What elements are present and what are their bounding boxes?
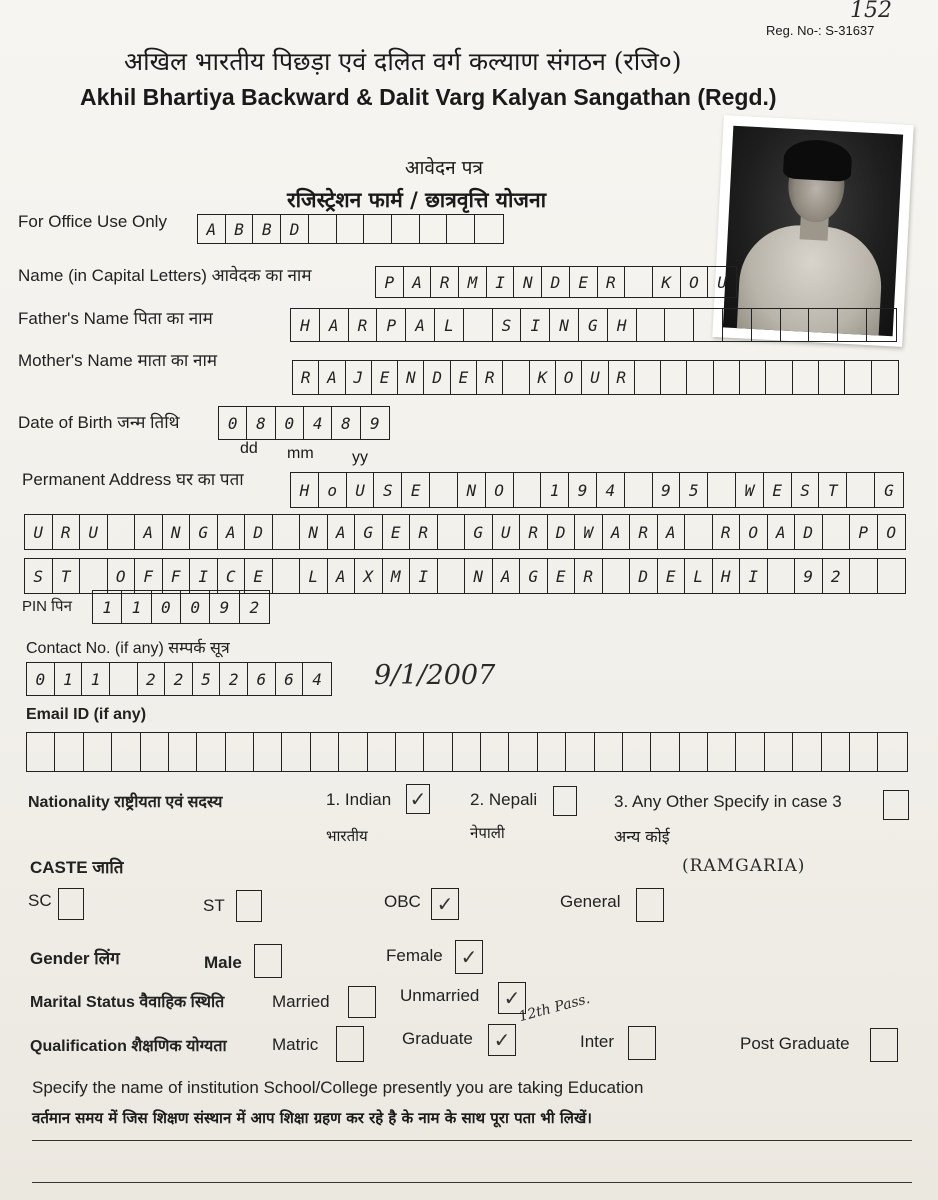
grid-cell[interactable]: G bbox=[465, 515, 493, 549]
grid-cell[interactable]: P bbox=[377, 309, 406, 341]
grid-cell[interactable] bbox=[793, 733, 821, 771]
caste-general-checkbox[interactable] bbox=[636, 888, 664, 922]
nationality-indian-checkbox[interactable]: ✓ bbox=[406, 784, 430, 814]
grid-cell[interactable]: 9 bbox=[569, 473, 597, 507]
grid-cell[interactable]: 1 bbox=[122, 591, 151, 623]
qualification-graduate-checkbox[interactable]: ✓ bbox=[488, 1024, 516, 1056]
grid-cell[interactable] bbox=[364, 215, 392, 243]
grid-cell[interactable] bbox=[867, 309, 896, 341]
caste-general-label: General bbox=[560, 892, 621, 911]
marital-unmarried-label: Unmarried bbox=[400, 986, 480, 1005]
nationality-indian-hindi: भारतीय bbox=[326, 827, 368, 845]
grid-cell[interactable]: K bbox=[653, 267, 681, 297]
caste-st-checkbox[interactable] bbox=[236, 890, 262, 922]
qualification-graduate-label: Graduate bbox=[402, 1029, 473, 1048]
grid-cell[interactable] bbox=[112, 733, 140, 771]
grid-cell[interactable]: 0 bbox=[276, 407, 304, 439]
grid-cell[interactable]: A bbox=[404, 267, 432, 297]
grid-cell[interactable]: R bbox=[53, 515, 81, 549]
name-label: Name (in Capital Letters) आवेदक का नाम bbox=[18, 266, 312, 285]
father-name-grid[interactable] bbox=[290, 308, 897, 342]
grid-cell[interactable]: R bbox=[520, 515, 548, 549]
grid-cell[interactable]: S bbox=[493, 309, 522, 341]
mother-name-grid[interactable] bbox=[292, 360, 899, 395]
grid-cell[interactable]: A bbox=[198, 215, 226, 243]
grid-cell[interactable]: 8 bbox=[247, 407, 275, 439]
grid-cell[interactable]: N bbox=[550, 309, 579, 341]
grid-cell[interactable]: N bbox=[514, 267, 542, 297]
grid-cell[interactable]: A bbox=[328, 559, 356, 593]
grid-cell[interactable] bbox=[420, 215, 448, 243]
grid-cell[interactable]: J bbox=[346, 361, 372, 394]
grid-cell[interactable] bbox=[84, 733, 112, 771]
grid-cell[interactable] bbox=[623, 733, 651, 771]
grid-cell[interactable]: D bbox=[630, 559, 658, 593]
grid-cell[interactable]: L bbox=[300, 559, 328, 593]
grid-cell[interactable] bbox=[282, 733, 310, 771]
marital-label: Marital Status वैवाहिक स्थिति bbox=[30, 994, 225, 1011]
grid-cell[interactable]: A bbox=[493, 559, 521, 593]
nationality-nepali-checkbox[interactable] bbox=[553, 786, 577, 816]
grid-cell[interactable]: A bbox=[603, 515, 631, 549]
grid-cell[interactable] bbox=[625, 267, 653, 297]
grid-cell[interactable]: S bbox=[374, 473, 402, 507]
grid-cell[interactable]: 4 bbox=[304, 407, 332, 439]
grid-cell[interactable] bbox=[694, 309, 723, 341]
grid-cell[interactable]: E bbox=[402, 473, 430, 507]
grid-cell[interactable]: D bbox=[795, 515, 823, 549]
qualification-inter-checkbox[interactable] bbox=[628, 1026, 656, 1060]
nationality-indian-label: 1. Indian bbox=[326, 790, 392, 809]
grid-cell[interactable]: R bbox=[293, 361, 319, 394]
grid-cell[interactable]: O bbox=[556, 361, 582, 394]
grid-cell[interactable]: T bbox=[819, 473, 847, 507]
grid-cell[interactable]: S bbox=[25, 559, 53, 593]
grid-cell[interactable]: R bbox=[575, 559, 603, 593]
grid-cell[interactable] bbox=[680, 733, 708, 771]
grid-cell[interactable]: E bbox=[383, 515, 411, 549]
grid-cell[interactable]: 0 bbox=[27, 663, 55, 695]
grid-cell[interactable]: O bbox=[486, 473, 514, 507]
grid-cell[interactable]: E bbox=[548, 559, 576, 593]
grid-cell[interactable]: 0 bbox=[181, 591, 210, 623]
grid-cell[interactable] bbox=[850, 733, 878, 771]
grid-cell[interactable]: 8 bbox=[332, 407, 360, 439]
title-english: Akhil Bhartiya Backward & Dalit Varg Kalyan Sangathan (Regd.) bbox=[80, 84, 777, 110]
qualification-matric-checkbox[interactable] bbox=[336, 1026, 364, 1062]
grid-cell[interactable]: G bbox=[355, 515, 383, 549]
grid-cell[interactable] bbox=[110, 663, 138, 695]
grid-cell[interactable] bbox=[850, 559, 878, 593]
grid-cell[interactable]: H bbox=[608, 309, 637, 341]
grid-cell[interactable]: W bbox=[736, 473, 764, 507]
office-use-label: For Office Use Only bbox=[18, 212, 167, 231]
grid-cell[interactable]: E bbox=[372, 361, 398, 394]
grid-cell[interactable]: R bbox=[431, 267, 459, 297]
marital-married-checkbox[interactable] bbox=[348, 986, 376, 1018]
grid-cell[interactable]: B bbox=[226, 215, 254, 243]
grid-cell[interactable] bbox=[740, 361, 766, 394]
reg-number: Reg. No-: S-31637 bbox=[766, 23, 875, 38]
dob-dd-hint: dd bbox=[240, 440, 258, 457]
grid-cell[interactable]: A bbox=[135, 515, 163, 549]
qualification-graduate-note: 12th Pass. bbox=[517, 990, 592, 1026]
grid-cell[interactable]: N bbox=[163, 515, 191, 549]
reg-number-handwritten: 152 bbox=[850, 0, 892, 23]
grid-cell[interactable] bbox=[438, 559, 466, 593]
grid-cell[interactable] bbox=[311, 733, 339, 771]
grid-cell[interactable]: N bbox=[465, 559, 493, 593]
grid-cell[interactable] bbox=[708, 733, 736, 771]
grid-cell[interactable] bbox=[685, 515, 713, 549]
nationality-label: Nationality राष्ट्रीयता एवं सदस्य bbox=[28, 794, 223, 811]
grid-cell[interactable]: A bbox=[218, 515, 246, 549]
qualification-label: Qualification शैक्षणिक योग्यता bbox=[30, 1038, 227, 1055]
grid-cell[interactable]: H bbox=[291, 309, 320, 341]
grid-cell[interactable]: I bbox=[740, 559, 768, 593]
pin-label: PIN पिन bbox=[22, 598, 72, 615]
grid-cell[interactable] bbox=[108, 515, 136, 549]
grid-cell[interactable]: 4 bbox=[597, 473, 625, 507]
grid-cell[interactable] bbox=[503, 361, 529, 394]
grid-cell[interactable]: N bbox=[300, 515, 328, 549]
grid-cell[interactable]: D bbox=[281, 215, 309, 243]
qualification-pg-checkbox[interactable] bbox=[870, 1028, 898, 1062]
contact-date-note: 9/1/2007 bbox=[374, 660, 496, 691]
grid-cell[interactable]: E bbox=[451, 361, 477, 394]
grid-cell[interactable] bbox=[752, 309, 781, 341]
grid-cell[interactable]: O bbox=[740, 515, 768, 549]
grid-cell[interactable]: R bbox=[630, 515, 658, 549]
nationality-other-label: 3. Any Other Specify in case 3 bbox=[614, 792, 842, 811]
grid-cell[interactable]: 2 bbox=[823, 559, 851, 593]
grid-cell[interactable] bbox=[273, 515, 301, 549]
grid-cell[interactable] bbox=[687, 361, 713, 394]
grid-cell[interactable]: W bbox=[575, 515, 603, 549]
form-subtitle: रजिस्ट्रेशन फार्म / छात्रवृत्ति योजना bbox=[287, 187, 547, 212]
marital-unmarried-checkbox[interactable]: ✓ bbox=[498, 982, 526, 1014]
qualification-pg-label: Post Graduate bbox=[740, 1034, 850, 1053]
grid-cell[interactable] bbox=[768, 559, 796, 593]
grid-cell[interactable] bbox=[661, 361, 687, 394]
nationality-nepali-label: 2. Nepali bbox=[470, 790, 538, 809]
grid-cell[interactable] bbox=[847, 473, 875, 507]
grid-cell[interactable]: M bbox=[383, 559, 411, 593]
caste-st-label: ST bbox=[203, 896, 225, 915]
grid-cell[interactable]: A bbox=[768, 515, 796, 549]
grid-cell[interactable]: D bbox=[245, 515, 273, 549]
dob-yy-hint: yy bbox=[352, 449, 368, 466]
grid-cell[interactable]: E bbox=[570, 267, 598, 297]
grid-cell[interactable]: L bbox=[435, 309, 464, 341]
grid-cell[interactable]: 6 bbox=[248, 663, 276, 695]
grid-cell[interactable] bbox=[708, 473, 736, 507]
grid-cell[interactable] bbox=[878, 733, 906, 771]
grid-cell[interactable]: H bbox=[291, 473, 319, 507]
grid-cell[interactable]: E bbox=[764, 473, 792, 507]
father-name-label: Father's Name पिता का नाम bbox=[18, 309, 213, 328]
grid-cell[interactable] bbox=[872, 361, 898, 394]
grid-cell[interactable]: D bbox=[424, 361, 450, 394]
grid-cell[interactable]: A bbox=[658, 515, 686, 549]
caste-note: (RAMGARIA) bbox=[682, 856, 806, 876]
grid-cell[interactable]: E bbox=[245, 559, 273, 593]
gender-label: Gender लिंग bbox=[30, 949, 120, 968]
grid-cell[interactable]: G bbox=[520, 559, 548, 593]
grid-cell[interactable]: 2 bbox=[138, 663, 166, 695]
grid-cell[interactable] bbox=[714, 361, 740, 394]
grid-cell[interactable] bbox=[766, 361, 792, 394]
grid-cell[interactable]: G bbox=[884, 480, 894, 500]
grid-cell[interactable]: G bbox=[579, 309, 608, 341]
grid-cell[interactable] bbox=[447, 215, 475, 243]
grid-cell[interactable] bbox=[273, 559, 301, 593]
grid-cell[interactable]: 9 bbox=[795, 559, 823, 593]
grid-cell[interactable]: 1 bbox=[93, 591, 122, 623]
grid-cell[interactable] bbox=[845, 361, 871, 394]
title-hindi: अखिल भारतीय पिछड़ा एवं दलित वर्ग कल्याण संगठन (रजि०) bbox=[124, 47, 682, 76]
gender-female-label: Female bbox=[386, 946, 443, 965]
grid-cell[interactable] bbox=[736, 733, 764, 771]
grid-cell[interactable] bbox=[430, 473, 458, 507]
address-row-3[interactable] bbox=[24, 558, 906, 594]
grid-cell[interactable]: D bbox=[548, 515, 576, 549]
grid-cell[interactable]: U bbox=[717, 272, 727, 292]
grid-cell[interactable]: S bbox=[792, 473, 820, 507]
grid-cell[interactable]: A bbox=[328, 515, 356, 549]
grid-cell[interactable] bbox=[464, 309, 493, 341]
grid-cell[interactable]: 0 bbox=[152, 591, 181, 623]
grid-cell[interactable] bbox=[838, 309, 867, 341]
grid-cell[interactable] bbox=[80, 559, 108, 593]
grid-cell[interactable] bbox=[822, 733, 850, 771]
qualification-matric-label: Matric bbox=[272, 1035, 319, 1054]
grid-cell[interactable] bbox=[475, 215, 503, 243]
grid-cell[interactable]: R bbox=[477, 361, 503, 394]
grid-cell[interactable]: X bbox=[355, 559, 383, 593]
institution-line-1[interactable] bbox=[32, 1140, 912, 1141]
grid-cell[interactable]: 2 bbox=[220, 663, 248, 695]
mother-name-label: Mother's Name माता का नाम bbox=[18, 351, 218, 370]
grid-cell[interactable]: I bbox=[190, 559, 218, 593]
caste-obc-label: OBC bbox=[384, 892, 421, 911]
caste-sc-label: SC bbox=[28, 891, 52, 910]
grid-cell[interactable] bbox=[603, 559, 631, 593]
grid-cell[interactable]: B bbox=[253, 215, 281, 243]
address-row-2[interactable] bbox=[24, 514, 906, 550]
grid-cell[interactable]: 9 bbox=[369, 413, 380, 433]
grid-cell[interactable] bbox=[169, 733, 197, 771]
grid-cell[interactable] bbox=[27, 733, 55, 771]
grid-cell[interactable]: P bbox=[850, 515, 878, 549]
grid-cell[interactable] bbox=[625, 473, 653, 507]
grid-cell[interactable] bbox=[538, 733, 566, 771]
address-row-1[interactable] bbox=[290, 472, 904, 508]
grid-cell[interactable] bbox=[878, 559, 906, 593]
grid-cell[interactable]: 1 bbox=[82, 663, 110, 695]
grid-cell[interactable]: A bbox=[406, 309, 435, 341]
grid-cell[interactable] bbox=[781, 309, 810, 341]
grid-cell[interactable] bbox=[509, 733, 537, 771]
grid-cell[interactable]: 2 bbox=[165, 663, 193, 695]
institution-label-english: Specify the name of institution School/College presently you are taking Education bbox=[32, 1078, 644, 1097]
caste-sc-checkbox[interactable] bbox=[58, 888, 84, 920]
pin-grid[interactable] bbox=[92, 590, 270, 624]
gender-female-checkbox[interactable]: ✓ bbox=[455, 940, 483, 974]
grid-cell[interactable] bbox=[595, 733, 623, 771]
contact-label: Contact No. (if any) सम्पर्क सूत्र bbox=[26, 640, 230, 657]
nationality-other-checkbox[interactable] bbox=[883, 790, 909, 820]
caste-label: CASTE जाति bbox=[30, 858, 124, 877]
grid-cell[interactable]: A bbox=[319, 361, 345, 394]
gender-male-label: Male bbox=[204, 953, 242, 972]
grid-cell[interactable]: 6 bbox=[276, 663, 304, 695]
grid-cell[interactable] bbox=[823, 515, 851, 549]
address-label: Permanent Address घर का पता bbox=[22, 470, 244, 489]
grid-cell[interactable]: 9 bbox=[210, 591, 239, 623]
grid-cell[interactable]: P bbox=[376, 267, 404, 297]
institution-line-2[interactable] bbox=[32, 1182, 912, 1183]
grid-cell[interactable]: F bbox=[163, 559, 191, 593]
institution-label-hindi: वर्तमान समय में जिस शिक्षण संस्थान में आप शिक्षा ग्रहण कर रहे है के नाम के साथ पूरा पता भी लिखें। bbox=[32, 1109, 592, 1127]
grid-cell[interactable]: O bbox=[681, 267, 709, 297]
grid-cell[interactable]: 2 bbox=[249, 597, 260, 617]
grid-cell[interactable]: 1 bbox=[55, 663, 83, 695]
grid-cell[interactable]: o bbox=[319, 473, 347, 507]
grid-cell[interactable] bbox=[438, 515, 466, 549]
grid-cell[interactable]: R bbox=[598, 267, 626, 297]
grid-cell[interactable] bbox=[337, 215, 365, 243]
grid-cell[interactable]: U bbox=[25, 515, 53, 549]
grid-cell[interactable]: I bbox=[521, 309, 550, 341]
grid-cell[interactable] bbox=[197, 733, 225, 771]
grid-cell[interactable] bbox=[809, 309, 838, 341]
grid-cell[interactable] bbox=[254, 733, 282, 771]
grid-cell[interactable]: E bbox=[658, 559, 686, 593]
grid-cell[interactable]: U bbox=[347, 473, 375, 507]
grid-cell[interactable]: R bbox=[349, 309, 378, 341]
grid-cell[interactable]: M bbox=[459, 267, 487, 297]
dob-grid[interactable] bbox=[218, 406, 390, 440]
grid-cell[interactable]: C bbox=[218, 559, 246, 593]
grid-cell[interactable] bbox=[141, 733, 169, 771]
grid-cell[interactable] bbox=[226, 733, 254, 771]
grid-cell[interactable]: O bbox=[108, 559, 136, 593]
grid-cell[interactable]: 5 bbox=[680, 473, 708, 507]
grid-cell[interactable] bbox=[665, 309, 694, 341]
email-label: Email ID (if any) bbox=[26, 706, 147, 723]
grid-cell[interactable]: 0 bbox=[219, 407, 247, 439]
grid-cell[interactable] bbox=[819, 361, 845, 394]
dob-label: Date of Birth जन्म तिथि bbox=[18, 413, 180, 432]
grid-cell[interactable] bbox=[392, 215, 420, 243]
grid-cell[interactable] bbox=[481, 733, 509, 771]
grid-cell[interactable]: F bbox=[135, 559, 163, 593]
office-use-grid[interactable] bbox=[197, 214, 504, 244]
grid-cell[interactable]: G bbox=[190, 515, 218, 549]
grid-cell[interactable]: H bbox=[713, 559, 741, 593]
grid-cell[interactable] bbox=[453, 733, 481, 771]
name-grid[interactable] bbox=[375, 266, 737, 298]
grid-cell[interactable]: 4 bbox=[312, 669, 322, 689]
nationality-other-hindi: अन्य कोई bbox=[614, 827, 670, 846]
marital-married-label: Married bbox=[272, 992, 330, 1011]
grid-cell[interactable] bbox=[309, 215, 337, 243]
grid-cell[interactable]: R bbox=[713, 515, 741, 549]
gender-male-checkbox[interactable] bbox=[254, 944, 282, 978]
grid-cell[interactable] bbox=[651, 733, 679, 771]
grid-cell[interactable]: D bbox=[542, 267, 570, 297]
grid-cell[interactable]: U bbox=[80, 515, 108, 549]
grid-cell[interactable] bbox=[424, 733, 452, 771]
grid-cell[interactable]: R bbox=[410, 515, 438, 549]
grid-cell[interactable]: I bbox=[487, 267, 515, 297]
caste-obc-checkbox[interactable]: ✓ bbox=[431, 888, 459, 920]
grid-cell[interactable] bbox=[339, 733, 367, 771]
grid-cell[interactable]: 9 bbox=[653, 473, 681, 507]
grid-cell[interactable]: L bbox=[685, 559, 713, 593]
email-grid[interactable] bbox=[26, 732, 908, 772]
grid-cell[interactable] bbox=[514, 473, 542, 507]
grid-cell[interactable]: N bbox=[458, 473, 486, 507]
grid-cell[interactable]: U bbox=[493, 515, 521, 549]
qualification-inter-label: Inter bbox=[580, 1032, 615, 1051]
grid-cell[interactable] bbox=[723, 309, 752, 341]
form-heading-hindi: आवेदन पत्र bbox=[405, 157, 483, 179]
grid-cell[interactable] bbox=[396, 733, 424, 771]
grid-cell[interactable] bbox=[637, 309, 666, 341]
grid-cell[interactable]: K bbox=[530, 361, 556, 394]
grid-cell[interactable]: 5 bbox=[193, 663, 221, 695]
grid-cell[interactable] bbox=[635, 361, 661, 394]
grid-cell[interactable]: N bbox=[398, 361, 424, 394]
grid-cell[interactable]: T bbox=[53, 559, 81, 593]
grid-cell[interactable]: A bbox=[320, 309, 349, 341]
grid-cell[interactable]: O bbox=[886, 522, 897, 542]
grid-cell[interactable] bbox=[55, 733, 83, 771]
dob-mm-hint: mm bbox=[287, 445, 314, 462]
grid-cell[interactable] bbox=[566, 733, 594, 771]
contact-grid[interactable] bbox=[26, 662, 332, 696]
grid-cell[interactable] bbox=[793, 361, 819, 394]
grid-cell[interactable] bbox=[765, 733, 793, 771]
nationality-nepali-hindi: नेपाली bbox=[470, 824, 505, 842]
grid-cell[interactable]: I bbox=[410, 559, 438, 593]
grid-cell[interactable]: R bbox=[609, 361, 635, 394]
grid-cell[interactable]: U bbox=[582, 361, 608, 394]
grid-cell[interactable]: 1 bbox=[541, 473, 569, 507]
grid-cell[interactable] bbox=[368, 733, 396, 771]
